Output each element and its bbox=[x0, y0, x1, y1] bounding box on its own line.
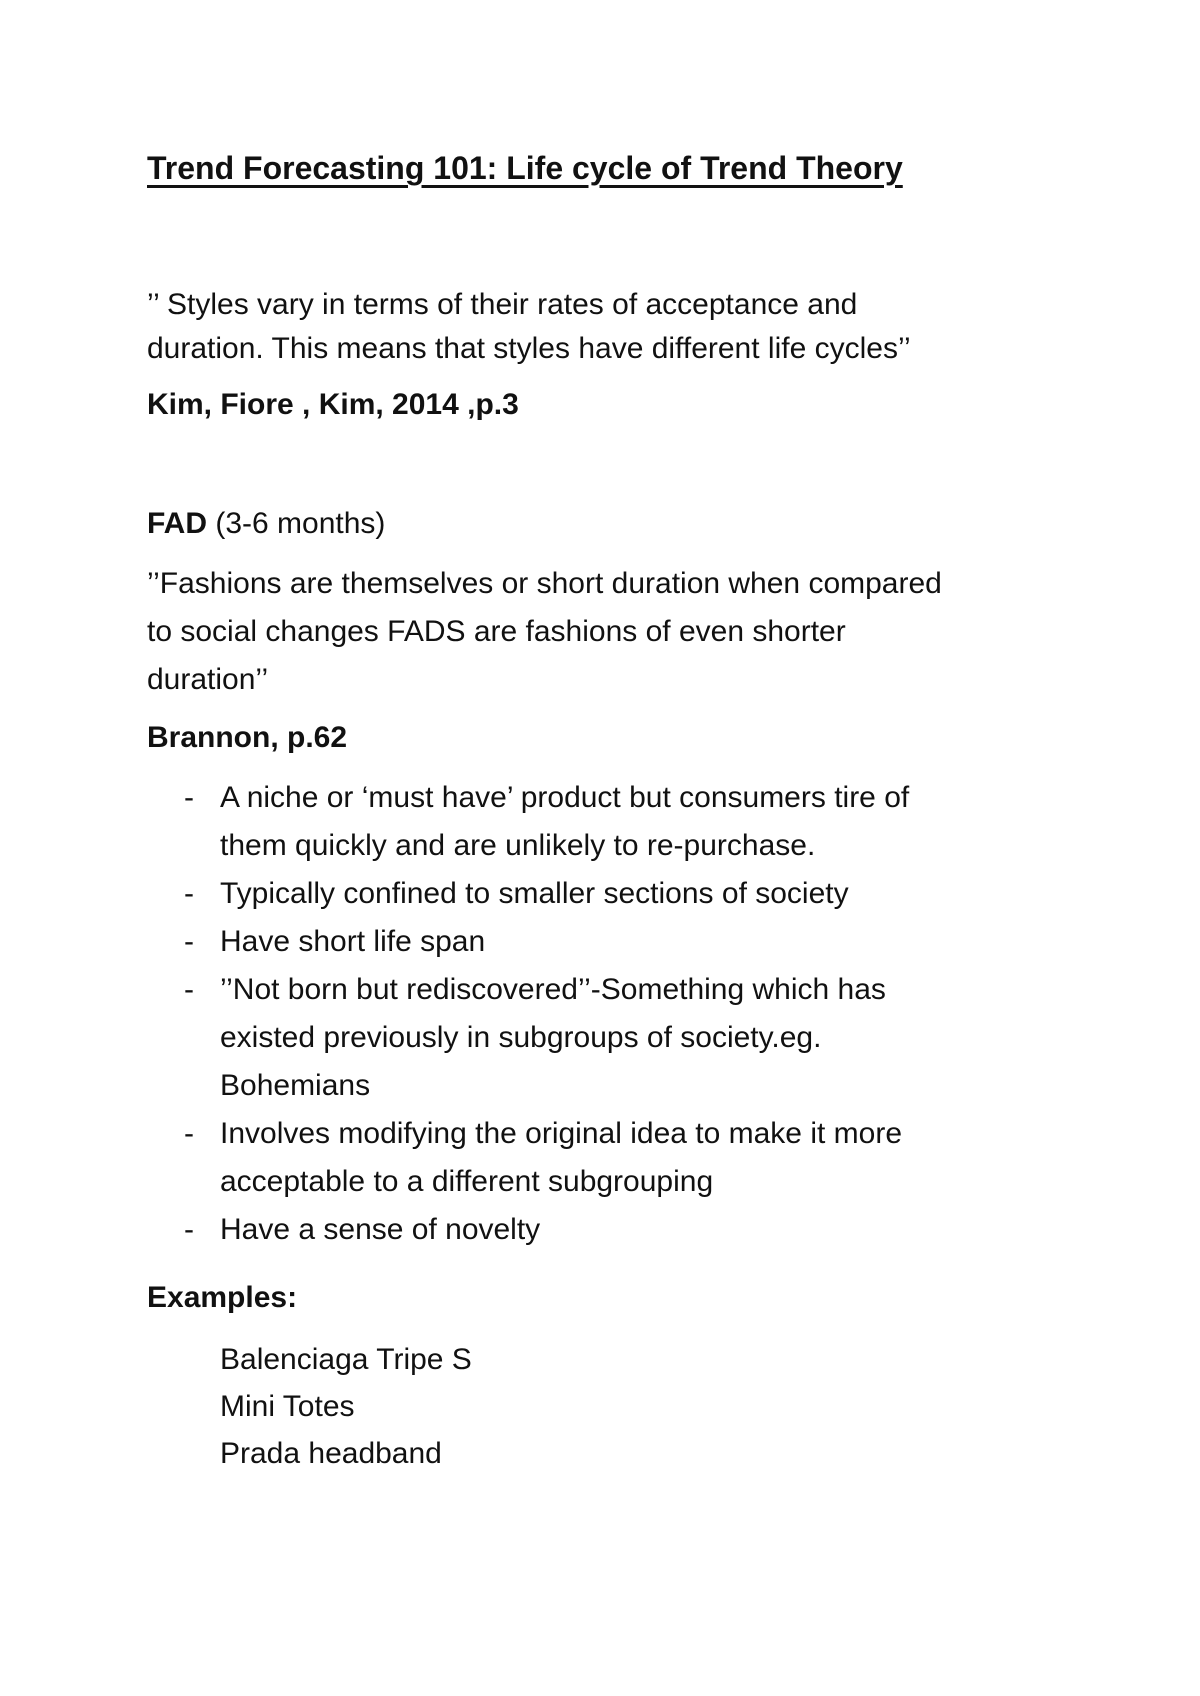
intro-quote-line-2: duration. This means that styles have different life cycles’’ bbox=[147, 332, 911, 365]
bullet-line: Involves modifying the original idea to make it more bbox=[220, 1117, 903, 1150]
examples-heading: Examples: bbox=[147, 1281, 298, 1314]
list-item: Prada headband bbox=[220, 1437, 442, 1470]
fad-duration: (3-6 months) bbox=[207, 507, 386, 540]
bullet-line: Have a sense of novelty bbox=[220, 1213, 541, 1246]
fad-citation: Brannon, p.62 bbox=[147, 721, 348, 754]
fad-quote-line-1: ’’Fashions are themselves or short duration when compared bbox=[147, 567, 942, 600]
fad-heading bbox=[147, 504, 1067, 544]
bullet-line: existed previously in subgroups of society.eg. bbox=[220, 1021, 822, 1054]
fad-bullet-list bbox=[147, 774, 1067, 1254]
bullet-line: ’’Not born but rediscovered’’-Something which has bbox=[220, 973, 886, 1006]
bullet-line: A niche or ‘must have’ product but consumers tire of bbox=[220, 781, 910, 814]
list-item bbox=[147, 1206, 1067, 1254]
bullet-dash: - bbox=[184, 1117, 194, 1150]
intro-citation: Kim, Fiore , Kim, 2014 ,p.3 bbox=[147, 388, 519, 421]
list-item bbox=[147, 966, 1067, 1110]
bullet-dash: - bbox=[184, 925, 194, 958]
intro-quote-line-1: ’’ Styles vary in terms of their rates of acceptance and bbox=[147, 288, 858, 321]
bullet-dash: - bbox=[184, 781, 194, 814]
bullet-dash: - bbox=[184, 1213, 194, 1246]
bullet-dash: - bbox=[184, 877, 194, 910]
fad-quote bbox=[147, 560, 1067, 704]
bullet-line: Typically confined to smaller sections of society bbox=[220, 877, 849, 910]
document-title: Trend Forecasting 101: Life cycle of Trend Theory bbox=[147, 150, 903, 186]
list-item bbox=[147, 1110, 1067, 1206]
fad-quote-line-3: duration’’ bbox=[147, 663, 269, 696]
bullet-line: them quickly and are unlikely to re-purchase. bbox=[220, 829, 816, 862]
list-item bbox=[147, 774, 1067, 870]
list-item: Mini Totes bbox=[220, 1390, 355, 1423]
fad-quote-line-2: to social changes FADS are fashions of even shorter bbox=[147, 615, 846, 648]
list-item bbox=[147, 918, 1067, 966]
bullet-line: Bohemians bbox=[220, 1069, 371, 1102]
fad-label: FAD bbox=[147, 507, 207, 540]
bullet-line: Have short life span bbox=[220, 925, 486, 958]
examples-list bbox=[147, 1336, 1067, 1477]
document-page bbox=[147, 148, 1067, 1477]
intro-quote bbox=[147, 281, 1067, 373]
bullet-line: acceptable to a different subgrouping bbox=[220, 1165, 714, 1198]
list-item: Balenciaga Tripe S bbox=[220, 1343, 472, 1376]
bullet-dash: - bbox=[184, 973, 194, 1006]
list-item bbox=[147, 870, 1067, 918]
